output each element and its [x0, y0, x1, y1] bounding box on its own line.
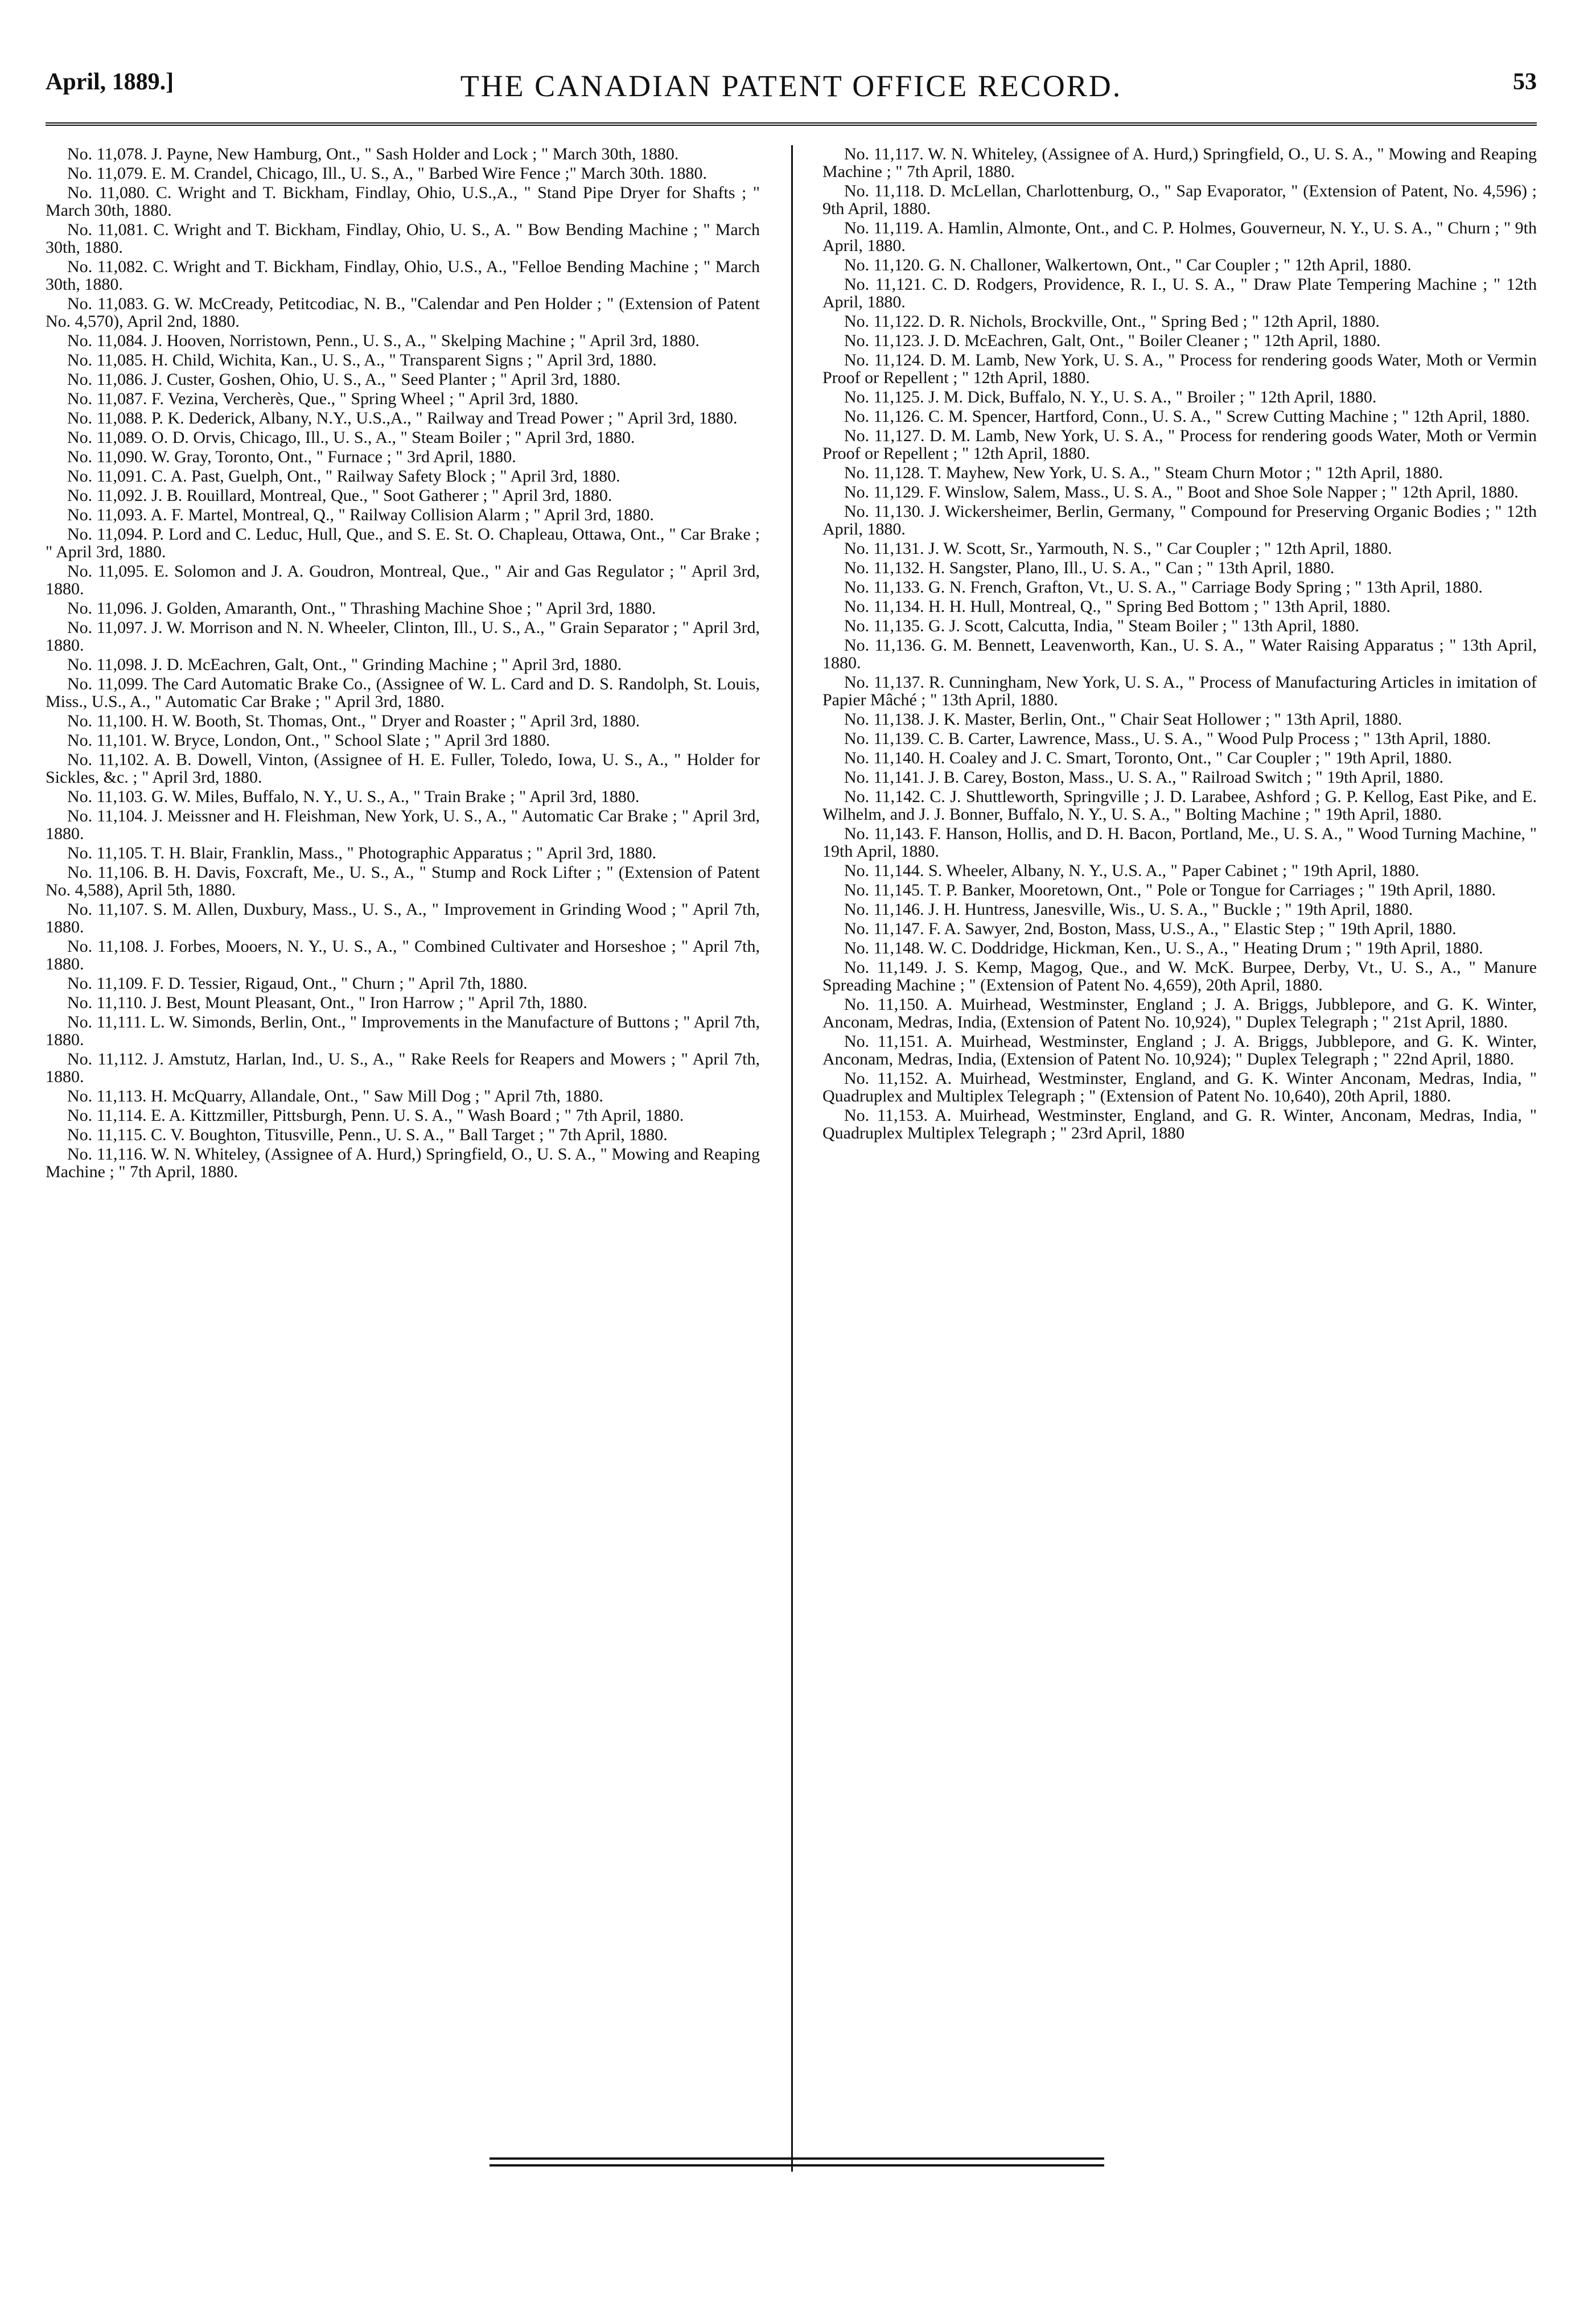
- patent-entry: No. 11,130. J. Wickersheimer, Berlin, Germany, " Compound for Preserving Organic Bodies ; " 12th April, 1880.: [822, 502, 1537, 538]
- patent-entry: No. 11,140. H. Coaley and J. C. Smart, Toronto, Ont., " Car Coupler ; " 19th April, 1880.: [844, 749, 1453, 767]
- page-number: 53: [1513, 69, 1537, 95]
- patent-entry: No. 11,104. J. Meissner and H. Fleishman, New York, U. S., A., " Automatic Car Brake ; " April 3rd, 1880.: [46, 807, 760, 843]
- patent-entry: No. 11,092. J. B. Rouillard, Montreal, Que., " Soot Gatherer ; " April 3rd, 1880.: [67, 486, 612, 505]
- patent-entry: No. 11,099. The Card Automatic Brake Co., (Assignee of W. L. Card and D. S. Randolph, St. Louis, Miss., U.S., A., " Automatic Car Brake ; " April 3rd, 1880.: [46, 675, 760, 711]
- patent-entry: No. 11,139. C. B. Carter, Lawrence, Mass., U. S. A., " Wood Pulp Process ; " 13th April, 1880.: [844, 729, 1491, 748]
- right-column: [822, 145, 1537, 2172]
- patent-entry: No. 11,082. C. Wright and T. Bickham, Findlay, Ohio, U.S., A., "Felloe Bending Machine ; " March 30th, 1880.: [46, 257, 760, 294]
- patent-entry: No. 11,143. F. Hanson, Hollis, and D. H. Bacon, Portland, Me., U. S. A., " Wood Turning Machine, " 19th April, 1880.: [822, 824, 1537, 861]
- patent-entry: No. 11,083. G. W. McCready, Petitcodiac, N. B., "Calendar and Pen Holder ; " (Extension of Patent No. 4,570), April 2nd, 1880.: [46, 294, 760, 331]
- patent-entry: No. 11,152. A. Muirhead, Westminster, England, and G. K. Winter Anconam, Medras, India, " Quadruplex and Multiplex Telegraph ; " (Extension of Patent No. 10,640), 20th April, 1880.: [822, 1069, 1537, 1105]
- page-header: [46, 68, 1537, 131]
- patent-entry: No. 11,091. C. A. Past, Guelph, Ont., " Railway Safety Block ; " April 3rd, 1880.: [67, 467, 620, 486]
- patent-entry: No. 11,142. C. J. Shuttleworth, Springville ; J. D. Larabee, Ashford ; G. P. Kellog, East Pike, and E. Wilhelm, and J. J. Bonner, Buffalo, N. Y., U. S. A., " Bolting Machine ; " 19th April, 1880.: [822, 787, 1537, 824]
- patent-entry: No. 11,113. H. McQuarry, Allandale, Ont., " Saw Mill Dog ; " April 7th, 1880.: [67, 1087, 603, 1105]
- patent-entry: No. 11,080. C. Wright and T. Bickham, Findlay, Ohio, U.S.,A., " Stand Pipe Dryer for Shafts ; " March 30th, 1880.: [46, 183, 760, 220]
- patent-entry: No. 11,110. J. Best, Mount Pleasant, Ont., " Iron Harrow ; " April 7th, 1880.: [67, 993, 587, 1012]
- patent-entry: No. 11,121. C. D. Rodgers, Providence, R. I., U. S. A., " Draw Plate Tempering Machine ; " 12th April, 1880.: [822, 275, 1537, 311]
- patent-entry: No. 11,132. H. Sangster, Plano, Ill., U. S. A., " Can ; " 13th April, 1880.: [844, 558, 1335, 577]
- patent-entry: No. 11,107. S. M. Allen, Duxbury, Mass., U. S., A., " Improvement in Grinding Wood ; " April 7th, 1880.: [46, 900, 760, 936]
- patent-entry: No. 11,138. J. K. Master, Berlin, Ont., " Chair Seat Hollower ; " 13th April, 1880.: [844, 710, 1402, 729]
- patent-entry: No. 11,144. S. Wheeler, Albany, N. Y., U.S. A., " Paper Cabinet ; " 19th April, 1880.: [844, 861, 1420, 880]
- patent-entry: No. 11,145. T. P. Banker, Mooretown, Ont., " Pole or Tongue for Carriages ; " 19th April, 1880.: [844, 881, 1496, 899]
- patent-entry: No. 11,120. G. N. Challoner, Walkertown, Ont., " Car Coupler ; " 12th April, 1880.: [844, 256, 1412, 274]
- patent-entry: No. 11,111. L. W. Simonds, Berlin, Ont., " Improvements in the Manufacture of Buttons ; " April 7th, 1880.: [46, 1013, 760, 1049]
- patent-entry: No. 11,086. J. Custer, Goshen, Ohio, U. S., A., " Seed Planter ; " April 3rd, 1880.: [67, 370, 621, 389]
- issue-date: April, 1889.]: [46, 69, 174, 95]
- patent-entry: No. 11,085. H. Child, Wichita, Kan., U. S., A., " Transparent Signs ; " April 3rd, 1880.: [67, 351, 657, 369]
- patent-entry: No. 11,095. E. Solomon and J. A. Goudron, Montreal, Que., " Air and Gas Regulator ; " April 3rd, 1880.: [46, 562, 760, 598]
- patent-entry: No. 11,103. G. W. Miles, Buffalo, N. Y., U. S., A., " Train Brake ; " April 3rd, 1880.: [67, 787, 640, 806]
- patent-entry: No. 11,081. C. Wright and T. Bickham, Findlay, Ohio, U. S., A. " Bow Bending Machine ; " March 30th, 1880.: [46, 220, 760, 257]
- column-divider: [791, 145, 793, 2172]
- patent-entry: No. 11,101. W. Bryce, London, Ont., " School Slate ; " April 3rd 1880.: [67, 731, 550, 750]
- patent-entry: No. 11,088. P. K. Dederick, Albany, N.Y., U.S.,A., " Railway and Tread Power ; " April 3rd, 1880.: [67, 409, 738, 427]
- patent-entry: No. 11,116. W. N. Whiteley, (Assignee of A. Hurd,) Springfield, O., U. S. A., " Mowing and Reaping Machine ; " 7th April, 1880.: [46, 1145, 760, 1181]
- patent-entry: No. 11,094. P. Lord and C. Leduc, Hull, Que., and S. E. St. O. Chapleau, Ottawa, Ont., " Car Brake ; " April 3rd, 1880.: [46, 525, 760, 561]
- patent-entry: No. 11,149. J. S. Kemp, Magog, Que., and W. McK. Burpee, Derby, Vt., U. S., A., " Manure Spreading Machine ; " (Extension of Patent No. 4,659), 20th April, 1880.: [822, 958, 1537, 994]
- footer-rule-second: [490, 2164, 1104, 2167]
- patent-entry: No. 11,129. F. Winslow, Salem, Mass., U. S. A., " Boot and Shoe Sole Napper ; " 12th April, 1880.: [844, 483, 1519, 501]
- patent-entry: No. 11,124. D. M. Lamb, New York, U. S. A., " Process for rendering goods Water, Moth or Vermin Proof or Repellent ; " 12th April, 1880.: [822, 351, 1537, 387]
- patent-entry: No. 11,151. A. Muirhead, Westminster, England ; J. A. Briggs, Jubblepore, and G. K. Winter, Anconam, Medras, India, (Extension of Patent No. 10,924); " Duplex Telegraph ; " 22nd April, 1880.: [822, 1032, 1537, 1068]
- patent-entry: No. 11,090. W. Gray, Toronto, Ont., " Furnace ; " 3rd April, 1880.: [67, 447, 516, 466]
- patent-entry: No. 11,097. J. W. Morrison and N. N. Wheeler, Clinton, Ill., U. S., A., " Grain Separator ; " April 3rd, 1880.: [46, 618, 760, 655]
- patent-entry: No. 11,084. J. Hooven, Norristown, Penn., U. S., A., " Skelping Machine ; " April 3rd, 1880.: [67, 331, 700, 350]
- patent-entry: No. 11,141. J. B. Carey, Boston, Mass., U. S. A., " Railroad Switch ; " 19th April, 1880.: [844, 768, 1444, 787]
- patent-entry: No. 11,100. H. W. Booth, St. Thomas, Ont., " Dryer and Roaster ; " April 3rd, 1880.: [67, 712, 640, 730]
- patent-entry: No. 11,133. G. N. French, Grafton, Vt., U. S. A., " Carriage Body Spring ; " 13th April, 1880.: [844, 578, 1483, 597]
- patent-entry: No. 11,123. J. D. McEachren, Galt, Ont., " Boiler Cleaner ; " 12th April, 1880.: [844, 331, 1381, 350]
- patent-entry: No. 11,089. O. D. Orvis, Chicago, Ill., U. S., A., " Steam Boiler ; " April 3rd, 1880.: [67, 428, 635, 447]
- patent-entry: No. 11,153. A. Muirhead, Westminster, England, and G. R. Winter, Anconam, Medras, India, " Quadruplex Multiplex Telegraph ; " 23rd April, 1880: [822, 1106, 1537, 1142]
- patent-entry: No. 11,118. D. McLellan, Charlottenburg, O., " Sap Evaporator, " (Extension of Patent, No. 4,596) ; 9th April, 1880.: [822, 182, 1537, 218]
- patent-entry: No. 11,105. T. H. Blair, Franklin, Mass., " Photographic Apparatus ; " April 3rd, 1880.: [67, 844, 657, 862]
- patent-entry: No. 11,114. E. A. Kittzmiller, Pittsburgh, Penn. U. S. A., " Wash Board ; " 7th April, 1880.: [67, 1106, 684, 1125]
- patent-entry: No. 11,109. F. D. Tessier, Rigaud, Ont., " Churn ; " April 7th, 1880.: [67, 974, 528, 993]
- patent-entry: No. 11,079. E. M. Crandel, Chicago, Ill., U. S., A., " Barbed Wire Fence ;" March 30th. 1880.: [67, 164, 707, 183]
- patent-entry: No. 11,137. R. Cunningham, New York, U. S. A., " Process of Manufacturing Articles in imitation of Papier Mâché ; " 13th April, 1880.: [822, 673, 1537, 709]
- header-rule: [46, 122, 1537, 126]
- patent-entry: No. 11,119. A. Hamlin, Almonte, Ont., and C. P. Holmes, Gouverneur, N. Y., U. S. A., " Churn ; " 9th April, 1880.: [822, 219, 1537, 255]
- patent-entry: No. 11,150. A. Muirhead, Westminster, England ; J. A. Briggs, Jubblepore, and G. K. Winter, Anconam, Medras, India, (Extension of Patent No. 10,924), " Duplex Telegraph ; " 21st April, 1880.: [822, 995, 1537, 1031]
- patent-entry: No. 11,106. B. H. Davis, Foxcraft, Me., U. S., A., " Stump and Rock Lifter ; " (Extension of Patent No. 4,588), April 5th, 1880.: [46, 863, 760, 899]
- patent-entry: No. 11,122. D. R. Nichols, Brockville, Ont., " Spring Bed ; " 12th April, 1880.: [844, 312, 1380, 331]
- patent-entry: No. 11,098. J. D. McEachren, Galt, Ont., " Grinding Machine ; " April 3rd, 1880.: [67, 655, 622, 674]
- patent-entry: No. 11,115. C. V. Boughton, Titusville, Penn., U. S. A., " Ball Target ; " 7th April, 1880.: [67, 1125, 668, 1144]
- patent-entry: No. 11,078. J. Payne, New Hamburg, Ont., " Sash Holder and Lock ; " March 30th, 1880.: [67, 145, 679, 163]
- patent-entry: No. 11,135. G. J. Scott, Calcutta, India, " Steam Boiler ; " 13th April, 1880.: [844, 616, 1359, 635]
- patent-entry: No. 11,108. J. Forbes, Mooers, N. Y., U. S., A., " Combined Cultivater and Horseshoe ; " April 7th, 1880.: [46, 937, 760, 973]
- page-title: THE CANADIAN PATENT OFFICE RECORD.: [460, 69, 1122, 103]
- patent-entry: No. 11,146. J. H. Huntress, Janesville, Wis., U. S. A., " Buckle ; " 19th April, 1880.: [844, 900, 1413, 919]
- footer-rule: [490, 2157, 1104, 2160]
- patent-entry: No. 11,125. J. M. Dick, Buffalo, N. Y., U. S. A., " Broiler ; " 12th April, 1880.: [844, 388, 1377, 406]
- patent-entry: No. 11,102. A. B. Dowell, Vinton, (Assignee of H. E. Fuller, Toledo, Iowa, U. S., A., " Holder for Sickles, &c. ; " April 3rd, 1880.: [46, 750, 760, 787]
- patent-entry: No. 11,117. W. N. Whiteley, (Assignee of A. Hurd,) Springfield, O., U. S. A., " Mowing and Reaping Machine ; " 7th April, 1880.: [822, 145, 1537, 181]
- patent-entry: No. 11,087. F. Vezina, Vercherès, Que., " Spring Wheel ; " April 3rd, 1880.: [67, 389, 579, 408]
- patent-entry: No. 11,131. J. W. Scott, Sr., Yarmouth, N. S., " Car Coupler ; " 12th April, 1880.: [844, 539, 1392, 558]
- patent-entry: No. 11,112. J. Amstutz, Harlan, Ind., U. S., A., " Rake Reels for Reapers and Mowers ; " April 7th, 1880.: [46, 1050, 760, 1086]
- patent-entry: No. 11,134. H. H. Hull, Montreal, Q., " Spring Bed Bottom ; " 13th April, 1880.: [844, 597, 1391, 616]
- patent-entry: No. 11,093. A. F. Martel, Montreal, Q., " Railway Collision Alarm ; " April 3rd, 1880.: [67, 505, 654, 524]
- patent-entry: No. 11,096. J. Golden, Amaranth, Ont., " Thrashing Machine Shoe ; " April 3rd, 1880.: [67, 599, 656, 618]
- patent-entry: No. 11,147. F. A. Sawyer, 2nd, Boston, Mass, U.S., A., " Elastic Step ; " 19th April, 1880.: [844, 919, 1457, 938]
- patent-entry: No. 11,136. G. M. Bennett, Leavenworth, Kan., U. S. A., " Water Raising Apparatus ; " 13th April, 1880.: [822, 636, 1537, 672]
- patent-entry: No. 11,126. C. M. Spencer, Hartford, Conn., U. S. A., " Screw Cutting Machine ; " 12th April, 1880.: [844, 407, 1530, 426]
- patent-entry: No. 11,128. T. Mayhew, New York, U. S. A., " Steam Churn Motor ; " 12th April, 1880.: [844, 463, 1443, 482]
- patent-entry: No. 11,148. W. C. Doddridge, Hickman, Ken., U. S., A., " Heating Drum ; " 19th April, 1880.: [844, 939, 1483, 957]
- patent-list: [46, 145, 1537, 2172]
- left-column: [46, 145, 760, 2172]
- patent-entry: No. 11,127. D. M. Lamb, New York, U. S. A., " Process for rendering goods Water, Moth or Vermin Proof or Repellent ; " 12th April, 1880.: [822, 426, 1537, 463]
